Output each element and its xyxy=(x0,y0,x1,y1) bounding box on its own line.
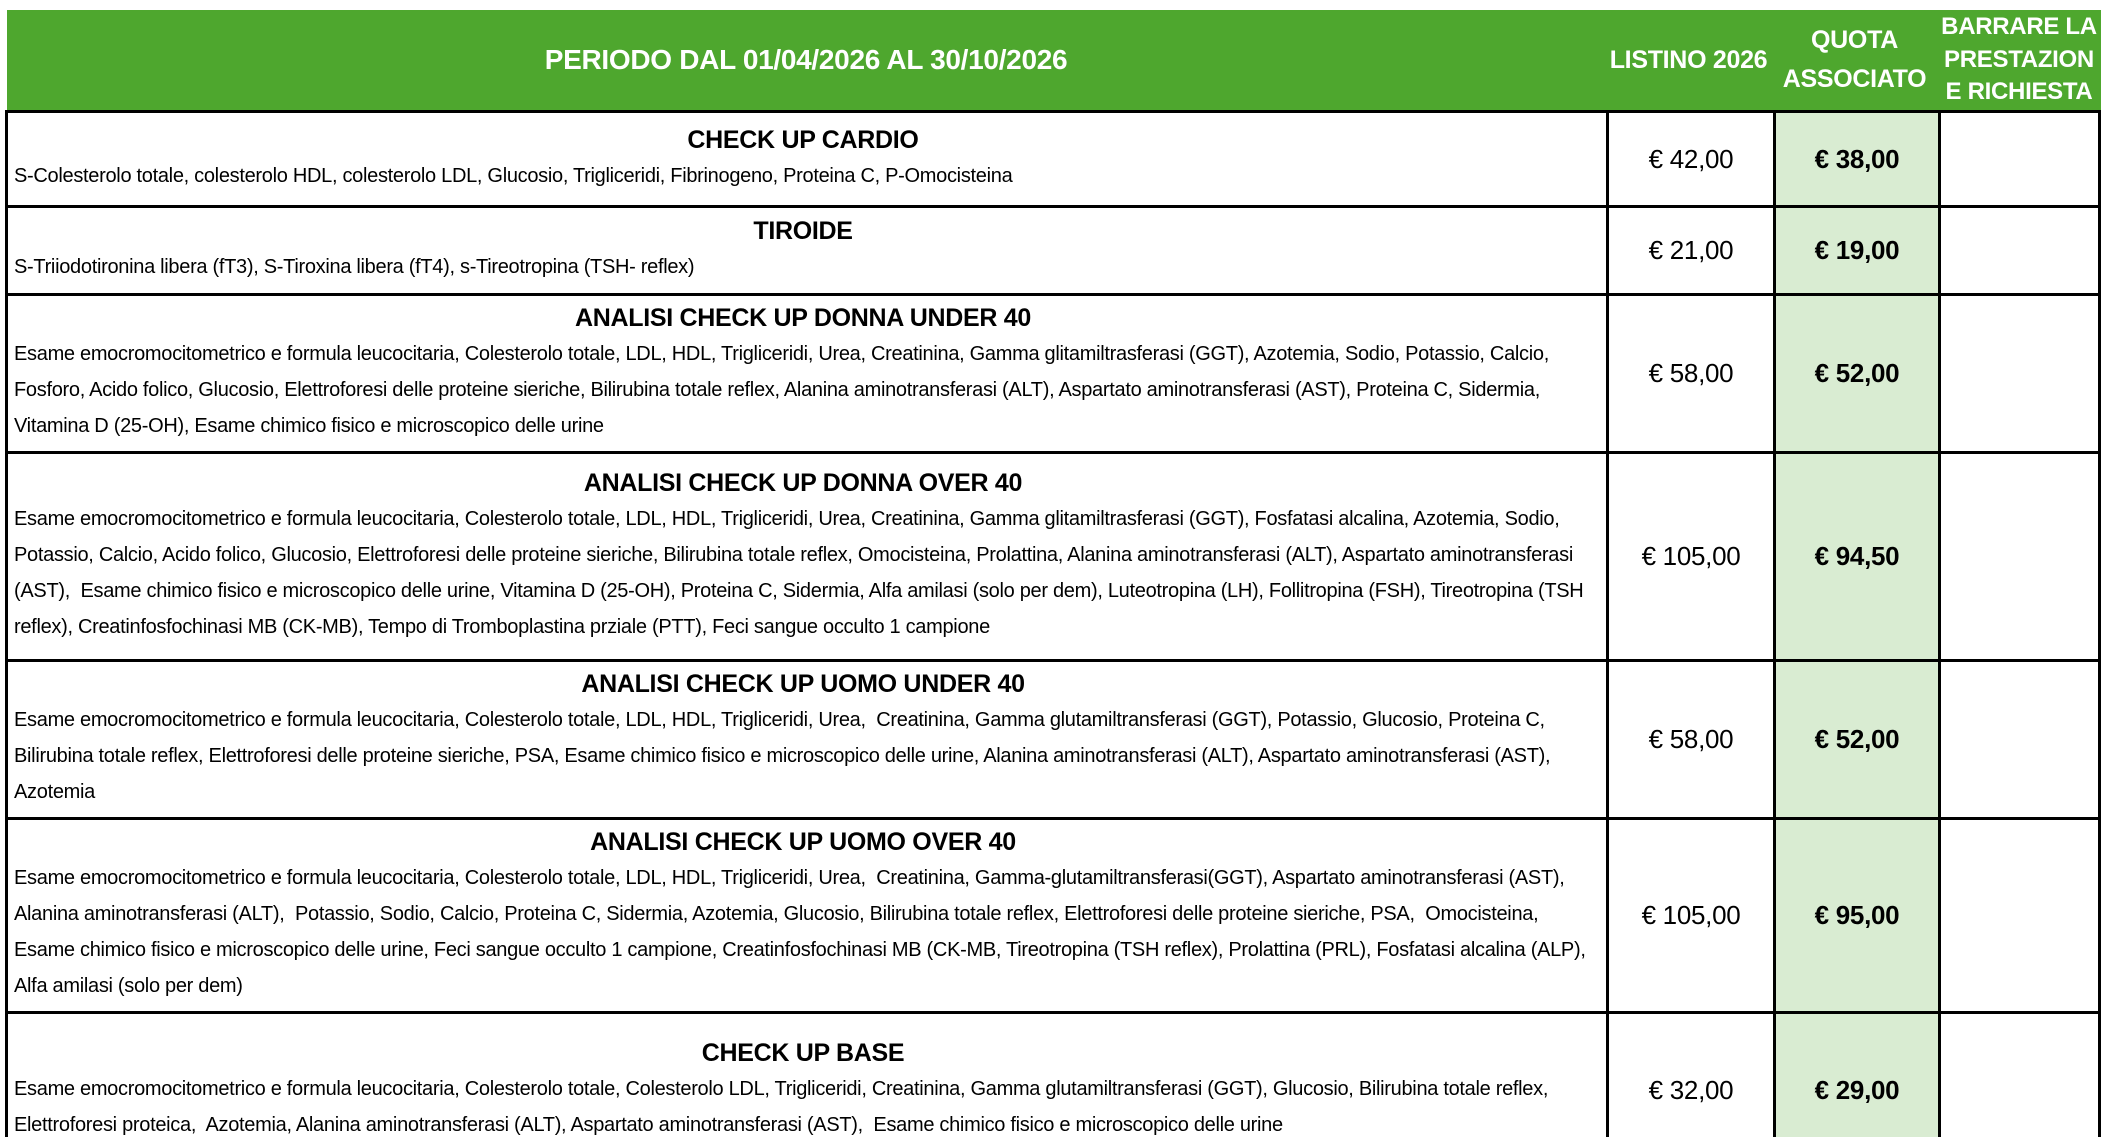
package-title: ANALISI CHECK UP DONNA UNDER 40 xyxy=(574,304,1032,332)
barrare-checkbox-cell[interactable] xyxy=(1938,296,2098,451)
package-cell xyxy=(8,208,1606,293)
barrare-checkbox-cell[interactable] xyxy=(1938,1014,2098,1137)
barrare-header-line: BARRARE LA xyxy=(1941,13,2097,41)
package-description: Esame emocromocitometrico e formula leucocitaria, Colesterolo totale, Colesterolo LDL, Trigliceridi, Creatinina, Gamma glutamiltransferasi (GGT), Glucosio, Bilirubina totale reflex, Elettroforesi proteica, Azotemia, Alanina aminotransferasi (ALT), Aspartato aminotransferasi (AST), Esame chimico fisico e microscopico delle urine xyxy=(14,1077,1554,1136)
barrare-checkbox-cell[interactable] xyxy=(1938,113,2098,205)
table-row xyxy=(8,820,2098,1014)
table-row xyxy=(8,454,2098,662)
listino-price: € 32,00 xyxy=(1606,1014,1773,1137)
barrare-header-line: PRESTAZION xyxy=(1944,45,2094,73)
package-cell xyxy=(8,113,1606,205)
quota-price: € 52,00 xyxy=(1773,662,1938,817)
package-title: ANALISI CHECK UP UOMO UNDER 40 xyxy=(581,670,1025,698)
quota-price: € 94,50 xyxy=(1773,454,1938,659)
period-header: PERIODO DAL 01/04/2026 AL 30/10/2026 xyxy=(544,44,1068,75)
table-header xyxy=(7,10,2101,110)
barrare-header-line: E RICHIESTA xyxy=(1945,78,2093,106)
package-title: ANALISI CHECK UP UOMO OVER 40 xyxy=(590,828,1016,856)
table-row xyxy=(8,296,2098,454)
package-description: Esame emocromocitometrico e formula leucocitaria, Colesterolo totale, LDL, HDL, Trigliceridi, Urea, Creatinina, Gamma glutamiltransferasi (GGT), Potassio, Glucosio, Proteina C, Bilirubina totale reflex, Elettroforesi delle proteine sieriche, PSA, Esame chimico fisico e microscopico delle urine, Alanina aminotransferasi (ALT), Aspartato aminotransferasi (AST), Azotemia xyxy=(14,709,1555,803)
listino-price: € 58,00 xyxy=(1606,662,1773,817)
barrare-checkbox-cell[interactable] xyxy=(1938,454,2098,659)
listino-price: € 42,00 xyxy=(1606,113,1773,205)
package-cell xyxy=(8,820,1606,1011)
quota-price: € 29,00 xyxy=(1773,1014,1938,1137)
package-description: Esame emocromocitometrico e formula leucocitaria, Colesterolo totale, LDL, HDL, Trigliceridi, Urea, Creatinina, Gamma glitamiltrasferasi (GGT), Fosfatasi alcalina, Azotemia, Sodio, Potassio, Calcio, Acido folico, Glucosio, Elettroforesi delle proteine sieriche, Bilirubina totale reflex, Omocisteina, Prolattina, Alanina aminotransferasi (ALT), Aspartato aminotransferasi (AST), Esame chimico fisico e microscopico delle urine, Vitamina D (25-OH), Proteina C, Sidermia, Alfa amilasi (solo per dem), Luteotropina (LH), Follitropina (FSH), Tireotropina (TSH reflex), Creatinfosfochinasi MB (CK-MB), Tempo di Tromboplastina prziale (PTT), Feci sangue occulto 1 campione xyxy=(14,508,1589,638)
quota-price: € 38,00 xyxy=(1773,113,1938,205)
package-cell xyxy=(8,296,1606,451)
package-description: S-Triiodotironina libera (fT3), S-Tiroxina libera (fT4), s-Tireotropina (TSH- reflex) xyxy=(14,256,695,278)
package-title: ANALISI CHECK UP DONNA OVER 40 xyxy=(583,469,1023,497)
package-cell xyxy=(8,1014,1606,1137)
table-row xyxy=(8,113,2098,208)
listino-price: € 105,00 xyxy=(1606,820,1773,1011)
barrare-column-header xyxy=(1937,11,2101,108)
package-title: CHECK UP BASE xyxy=(701,1038,905,1067)
quota-price: € 52,00 xyxy=(1773,296,1938,451)
listino-price: € 105,00 xyxy=(1606,454,1773,659)
package-title: CHECK UP CARDIO xyxy=(687,125,919,154)
listino-price: € 21,00 xyxy=(1606,208,1773,293)
package-description: Esame emocromocitometrico e formula leucocitaria, Colesterolo totale, LDL, HDL, Trigliceridi, Urea, Creatinina, Gamma-glutamiltransferasi(GGT), Aspartato aminotransferasi (AST), Alanina aminotransferasi (ALT), Potassio, Sodio, Calcio, Proteina C, Sidermia, Azotemia, Glucosio, Bilirubina totale reflex, Elettroforesi delle proteine sieriche, PSA, Omocisteina, Esame chimico fisico e microscopico delle urine, Feci sangue occulto 1 campione, Creatinfosfochinasi MB (CK-MB, Tireotropina (TSH reflex), Prolattina (PRL), Fosfatasi alcalina (ALP), Alfa amilasi (solo per dem) xyxy=(14,867,1590,997)
listino-price: € 58,00 xyxy=(1606,296,1773,451)
quota-price: € 19,00 xyxy=(1773,208,1938,293)
barrare-checkbox-cell[interactable] xyxy=(1938,208,2098,293)
package-title: TIROIDE xyxy=(753,217,853,245)
package-description: Esame emocromocitometrico e formula leucocitaria, Colesterolo totale, LDL, HDL, Trigliceridi, Urea, Creatinina, Gamma glitamiltrasferasi (GGT), Azotemia, Sodio, Potassio, Calcio, Fosforo, Acido folico, Glucosio, Elettroforesi delle proteine sieriche, Bilirubina totale reflex, Alanina aminotransferasi (ALT), Aspartato aminotransferasi (AST), Proteina C, Sidermia, Vitamina D (25-OH), Esame chimico fisico e microscopico delle urine xyxy=(14,343,1555,437)
barrare-checkbox-cell[interactable] xyxy=(1938,662,2098,817)
quota-price: € 95,00 xyxy=(1773,820,1938,1011)
table-row xyxy=(8,1014,2098,1137)
table-row xyxy=(8,662,2098,820)
table-row xyxy=(8,208,2098,296)
package-cell xyxy=(8,662,1606,817)
package-description: S-Colesterolo totale, colesterolo HDL, colesterolo LDL, Glucosio, Trigliceridi, Fibrinogeno, Proteina C, P-Omocisteina xyxy=(14,164,1013,187)
price-table xyxy=(5,110,2101,1137)
barrare-checkbox-cell[interactable] xyxy=(1938,820,2098,1011)
listino-column-header: LISTINO 2026 xyxy=(1609,45,1768,74)
package-cell xyxy=(8,454,1606,659)
quota-column-header: QUOTA ASSOCIATO xyxy=(1782,26,1927,93)
